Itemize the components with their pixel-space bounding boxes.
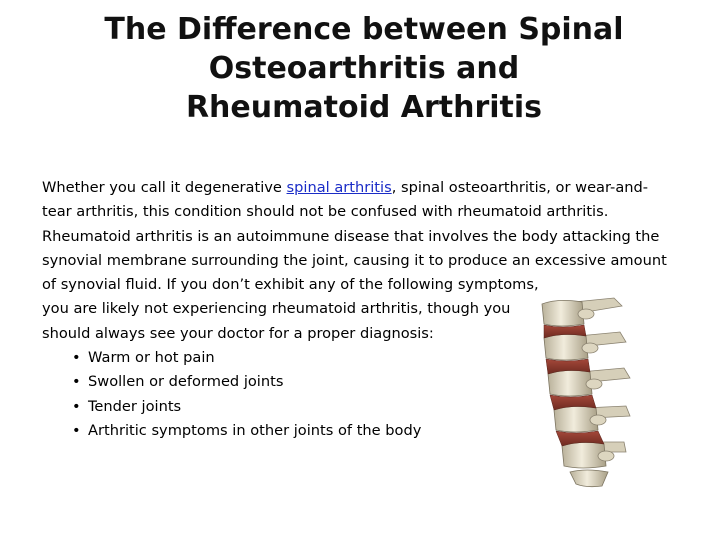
paragraph-line-5: of synovial fluid. If you don’t exhibit any of the following symptoms, — [42, 276, 539, 294]
title-line-1: The Difference between Spinal — [104, 12, 624, 47]
paragraph-line-3: Rheumatoid arthritis is an autoimmune disease that involves the body attacking the — [42, 227, 660, 245]
bullet-icon: • — [72, 349, 81, 367]
paragraph-text: , spinal osteoarthritis, or wear-and- — [391, 179, 649, 196]
list-item-text: Tender joints — [88, 397, 182, 415]
paragraph-line-7: should always see your doctor for a proper diagnosis: — [42, 324, 434, 342]
title-line-3: Rheumatoid Arthritis — [185, 90, 543, 125]
paragraph-line-1 — [42, 176, 702, 200]
spine-illustration — [526, 296, 646, 488]
bullet-icon: • — [72, 421, 81, 439]
bullet-icon: • — [72, 397, 81, 415]
paragraph-text: Whether you call it degenerative — [42, 179, 287, 196]
spinal-arthritis-link[interactable]: spinal arthritis — [286, 179, 392, 196]
list-item-text: Swollen or deformed joints — [88, 373, 284, 391]
slide-title — [60, 10, 668, 127]
paragraph-line-2: tear arthritis, this condition should not be confused with rheumatoid arthritis. — [42, 203, 609, 221]
bullet-icon: • — [72, 373, 81, 391]
list-item-text: Warm or hot pain — [88, 349, 215, 367]
paragraph-line-4: synovial membrane surrounding the joint, causing it to produce an excessive amount — [42, 251, 667, 269]
list-item-text: Arthritic symptoms in other joints of the body — [88, 421, 422, 439]
title-line-2: Osteoarthritis and — [208, 51, 520, 86]
paragraph-line-6: you are likely not experiencing rheumatoid arthritis, though you — [42, 300, 511, 318]
